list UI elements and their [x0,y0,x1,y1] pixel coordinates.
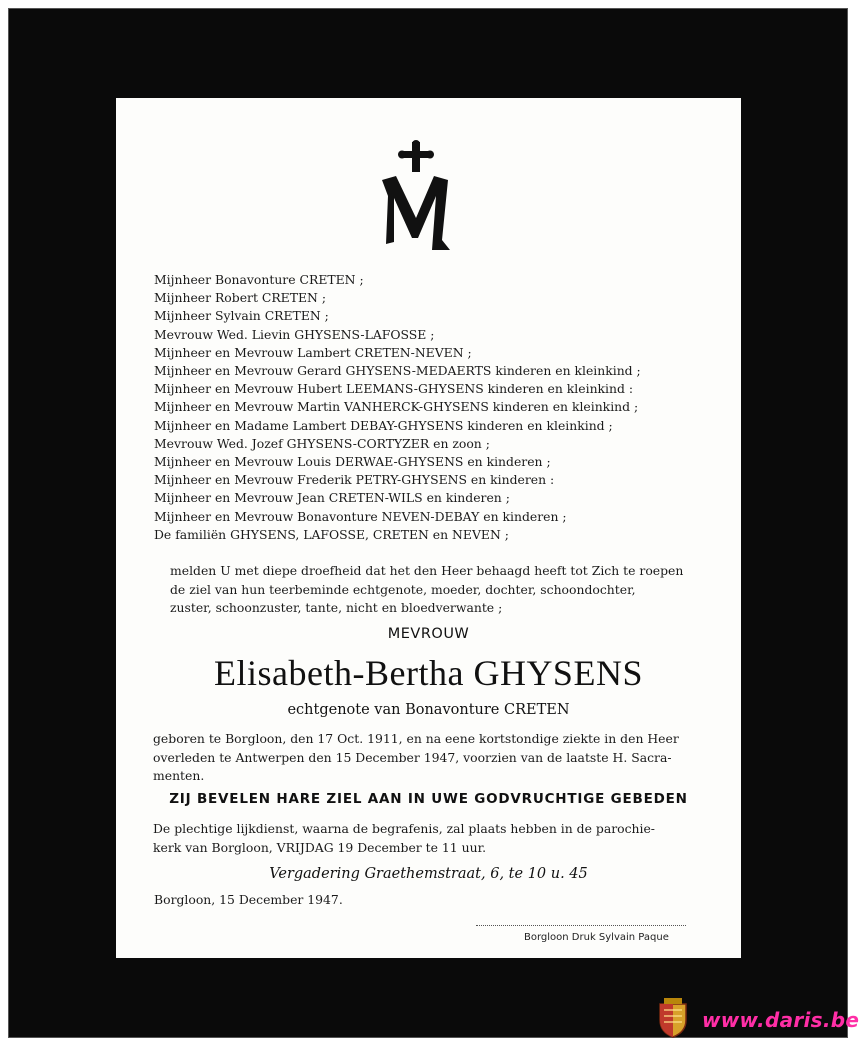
funeral-line: kerk van Borgloon, VRIJDAG 19 December te 11 uur. [153,839,487,855]
family-line: Mijnheer en Mevrouw Martin VANHERCK-GHYSENS kinderen en kleinkind ; [154,399,639,415]
honorific: MEVROUW [387,626,470,642]
birth-death-text [153,730,713,786]
birth-death-line: overleden te Antwerpen den 15 December 1947, voorzien van de laatste H. Sacra- [153,749,672,765]
family-line: De familiën GHYSENS, LAFOSSE, CRETEN en NEVEN ; [154,526,509,542]
family-line: Mijnheer Bonavonture CRETEN ; [154,272,364,287]
spouse-line: echtgenote van Bonavonture CRETEN [287,702,570,718]
family-line: Mijnheer en Mevrouw Bonavonture NEVEN-DEBAY en kinderen ; [154,508,567,524]
announcement-line: zuster, schoonzuster, tante, nicht en bloedverwante ; [170,600,503,615]
family-line: Mijnheer en Mevrouw Jean CRETEN-WILS en kinderen ; [154,490,510,506]
family-line: Mevrouw Wed. Jozef GHYSENS-CORTYZER en zoon ; [154,435,490,451]
family-line: Mijnheer en Mevrouw Lambert CRETEN-NEVEN ; [154,344,472,360]
funeral-details [153,820,723,857]
family-line: Mijnheer en Mevrouw Hubert LEEMANS-GHYSENS kinderen en kleinkind : [154,381,634,397]
marian-monogram-icon [376,140,456,255]
deceased-name: Elisabeth-Bertha GHYSENS [214,653,643,693]
family-line: Mijnheer en Mevrouw Gerard GHYSENS-MEDAERTS kinderen en kleinkind ; [154,363,641,379]
announcement-line: melden U met diepe droefheid dat het den Heer behaagd heeft tot Zich te roepen [170,563,684,578]
family-line: Mijnheer en Mevrouw Louis DERWAE-GHYSENS en kinderen ; [154,454,551,470]
printer-credit: Borgloon Druk Sylvain Paque [524,932,669,943]
watermark-link[interactable]: www.daris.be [702,1008,860,1032]
birth-death-line: geboren te Borgloon, den 17 Oct. 1911, en na eene kortstondige ziekte in den Heer [153,731,679,746]
family-line: Mijnheer Sylvain CRETEN ; [154,308,329,324]
family-line: Mijnheer Robert CRETEN ; [154,290,326,306]
announcement-text [170,562,730,618]
birth-death-line: menten. [153,768,205,783]
place-date: Borgloon, 15 December 1947. [154,892,343,907]
announcement-line: de ziel van hun teerbeminde echtgenote, moeder, dochter, schoondochter, [170,581,636,597]
coat-of-arms-icon [656,996,690,1038]
funeral-line: De plechtige lijkdienst, waarna de begrafenis, zal plaats hebben in de parochie- [153,821,655,836]
gathering-info: Vergadering Graethemstraat, 6, te 10 u. 45 [269,866,588,882]
family-line: Mevrouw Wed. Lievin GHYSENS-LAFOSSE ; [154,326,435,342]
family-line: Mijnheer en Madame Lambert DEBAY-GHYSENS kinderen en kleinkind ; [154,417,613,433]
family-list [154,271,714,544]
prayer-request: ZIJ BEVELEN HARE ZIEL AAN IN UWE GODVRUCHTIGE GEBEDEN [169,791,688,807]
printer-divider [476,925,686,926]
family-line: Mijnheer en Mevrouw Frederik PETRY-GHYSENS en kinderen : [154,472,555,488]
